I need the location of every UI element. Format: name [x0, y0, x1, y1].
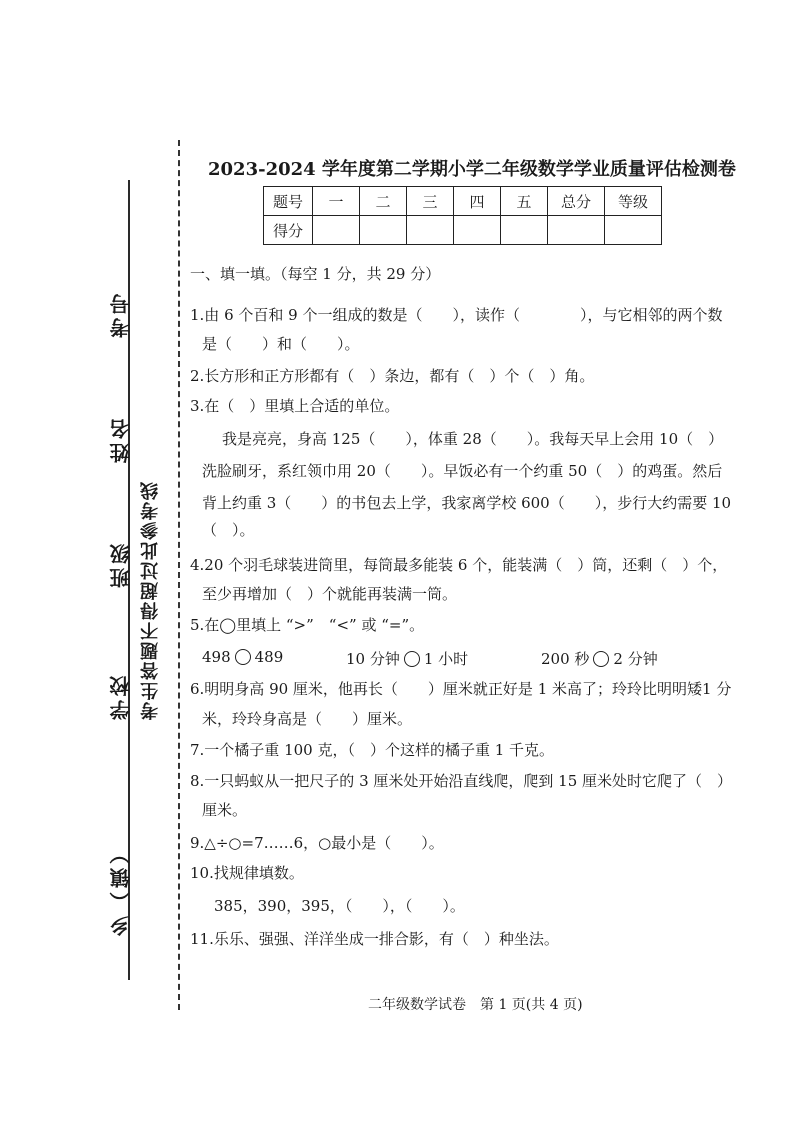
compare-item-3: [541, 648, 658, 669]
question-11: 11.乐乐、强强、洋洋坐成一排合影，有（ ）种坐法。: [190, 930, 559, 948]
score-input-cell[interactable]: [360, 216, 407, 245]
compare-right: 1 小时: [423, 650, 469, 668]
margin-dashed-line: [178, 140, 180, 1010]
question-8-line-1: 8.一只蚂蚁从一把尺子的 3 厘米处开始沿直线爬，爬到 15 厘米处时它爬了（ ）: [190, 772, 733, 790]
question-6-line-1: 6.明明身高 90 厘米，他再长（ ）厘米就正好是 1 米高了；玲玲比明明矮1 分: [190, 680, 732, 698]
question-7: 7.一个橘子重 100 克，（ ）个这样的橘子重 1 千克。: [190, 741, 555, 759]
margin-label-exam-number: 考号: [109, 290, 133, 338]
score-input-cell[interactable]: [313, 216, 360, 245]
score-cell: 总分: [548, 187, 605, 216]
score-input-cell[interactable]: [454, 216, 501, 245]
compare-circle-blank[interactable]: [235, 649, 251, 665]
score-cell: 题号: [264, 187, 313, 216]
compare-right: 2 分钟: [613, 650, 658, 668]
score-table-header-row: [264, 187, 662, 216]
question-3: 3.在（ ）里填上合适的单位。: [190, 397, 400, 415]
score-table-score-row: [264, 216, 662, 245]
score-input-cell[interactable]: [407, 216, 454, 245]
question-4-line-1: 4.20 个羽毛球装进筒里，每筒最多能装 6 个，能装满（ ）筒，还剩（ ）个，: [190, 556, 728, 574]
question-1-line-2: 是（ ）和（ ）。: [202, 335, 360, 353]
score-cell: 四: [454, 187, 501, 216]
compare-item-1: [202, 648, 283, 666]
compare-item-2: [346, 648, 468, 669]
score-input-cell[interactable]: [501, 216, 548, 245]
question-3-passage-line-2: 洗脸刷牙，系红领巾用 20（ ）。早饭必有一个约重 50（ ）的鸡蛋。然后: [202, 462, 723, 480]
score-cell: 三: [407, 187, 454, 216]
question-5: 5.在◯里填上 “>” “<” 或 “=”。: [190, 616, 425, 634]
score-cell: 等级: [605, 187, 662, 216]
question-3-passage-line-4: （ ）。: [202, 521, 255, 539]
score-cell: 五: [501, 187, 548, 216]
compare-right: 489: [254, 648, 284, 666]
question-9: 9.△÷○=7……6，○最小是（ ）。: [190, 834, 444, 852]
question-10: 10.找规律填数。: [190, 864, 304, 882]
margin-notice: 考生答题不得超过此参考线: [140, 480, 161, 720]
question-4-line-2: 至少再增加（ ）个就能再装满一筒。: [202, 585, 458, 603]
margin-label-school: 学校: [109, 672, 133, 720]
compare-left: 200 秒: [541, 650, 590, 668]
compare-circle-blank[interactable]: [404, 651, 420, 667]
compare-left: 498: [202, 648, 231, 666]
question-2: 2.长方形和正方形都有（ ）条边，都有（ ）个（ ）角。: [190, 367, 595, 385]
score-table: [263, 186, 662, 245]
score-input-cell[interactable]: [605, 216, 662, 245]
score-label-cell: 得分: [264, 216, 313, 245]
question-8-line-2: 厘米。: [202, 801, 248, 819]
compare-circle-blank[interactable]: [593, 651, 609, 667]
section-heading-1: 一、填一填。（每空 1 分，共 29 分）: [190, 265, 441, 283]
question-1-line-1: 1.由 6 个百和 9 个一组成的数是（ ），读作（ ），与它相邻的两个数: [190, 306, 723, 324]
question-3-passage-line-3: 背上约重 3（ ）的书包去上学，我家离学校 600（ ），步行大约需要 10: [202, 494, 732, 512]
compare-left: 10 分钟: [346, 650, 400, 668]
score-input-cell[interactable]: [548, 216, 605, 245]
margin-label-township: 乡（镇）: [109, 840, 133, 936]
score-cell: 二: [360, 187, 407, 216]
score-cell: 一: [313, 187, 360, 216]
exam-title: 2023-2024 学年度第二学期小学二年级数学学业质量评估检测卷: [208, 159, 736, 180]
margin-label-name: 姓名: [109, 415, 133, 463]
question-6-line-2: 米，玲玲身高是（ ）厘米。: [202, 710, 413, 728]
margin-label-class: 班级: [109, 540, 133, 588]
question-3-passage-line-1: 我是亮亮，身高 125（ ），体重 28（ ）。我每天早上会用 10（ ）: [222, 430, 724, 448]
question-10-sequence: 385，390，395，（ ），（ ）。: [214, 897, 465, 915]
page-footer: 二年级数学试卷 第 1 页(共 4 页): [368, 997, 583, 1013]
